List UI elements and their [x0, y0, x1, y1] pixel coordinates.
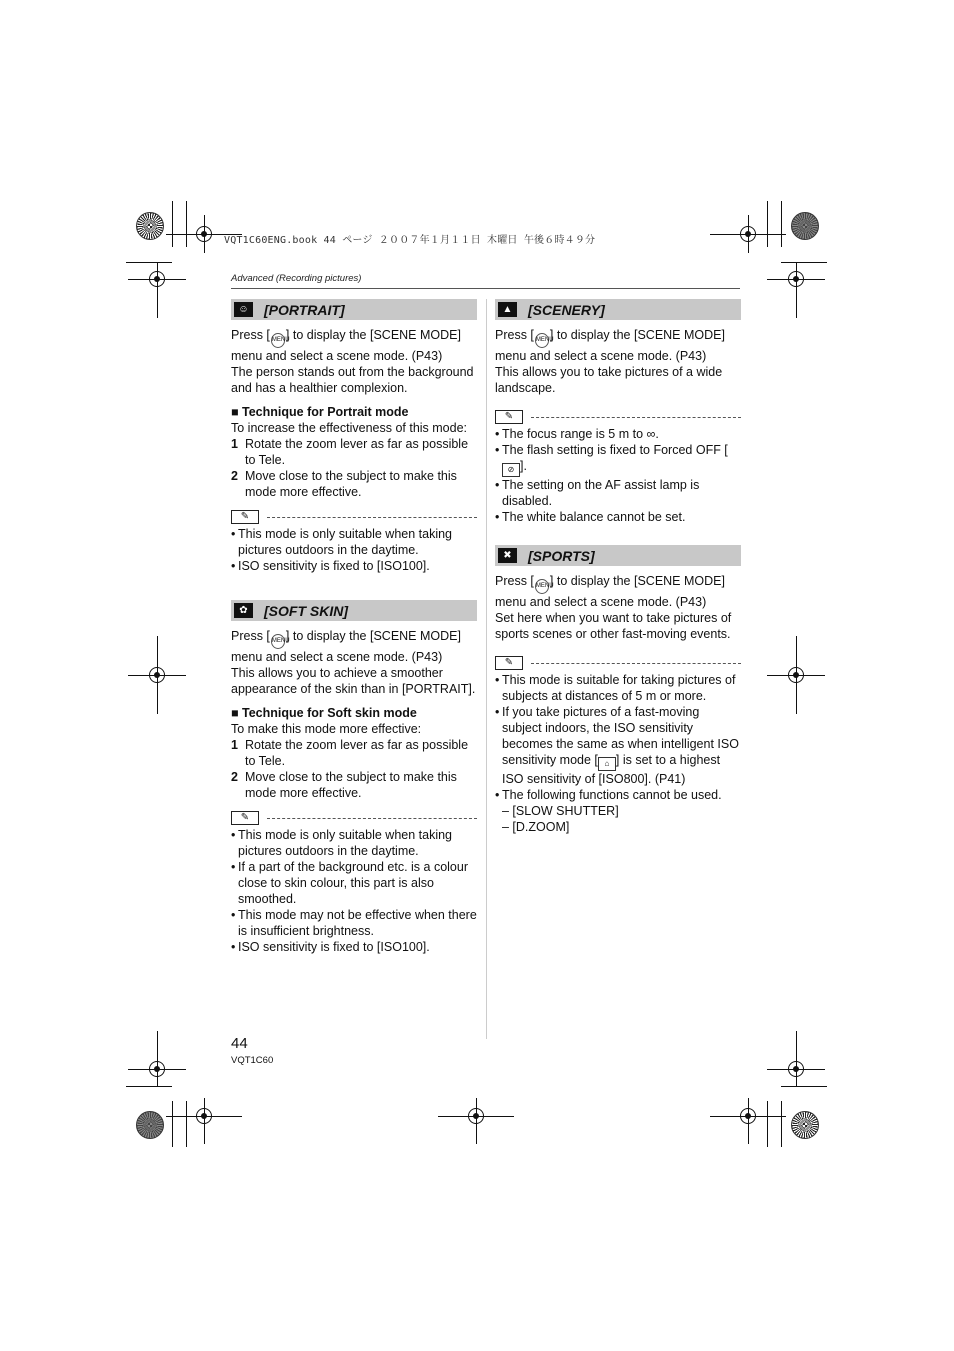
list-item: 1 Rotate the zoom lever as far as possible to Tele. [231, 738, 469, 768]
soft-skin-icon: ✿ [234, 603, 253, 618]
list-item: • This mode is only suitable when taking pictures outdoors in the daytime. [231, 526, 477, 558]
list-item: • The flash setting is fixed to Forced OFF [⊘ ]. [495, 442, 741, 477]
scenery-press-instruction: Press [ MENU] to display the [SCENE MODE] menu and select a scene mode. (P43) [495, 328, 725, 363]
portrait-steps [231, 436, 477, 500]
soft-skin-title: [SOFT SKIN] [264, 602, 348, 619]
note-divider [495, 410, 741, 424]
portrait-technique-intro: To increase the effectiveness of this mode: [231, 421, 468, 435]
soft-skin-steps [231, 737, 477, 801]
list-item: 1 Rotate the zoom lever as far as possible to Tele. [231, 437, 469, 467]
starburst-mark-tr [791, 212, 819, 240]
flash-off-icon: ⊘ [502, 463, 520, 477]
portrait-section [231, 299, 477, 574]
mountain-icon: ▲ [498, 302, 517, 317]
scenery-header [495, 299, 741, 320]
header-rule [231, 288, 740, 289]
menu-set-icon: MENU [271, 634, 285, 649]
portrait-notes [231, 526, 477, 574]
menu-set-icon: MENU [535, 333, 549, 348]
portrait-press-instruction: Press [ MENU] to display the [SCENE MODE] menu and select a scene mode. (P43) [231, 328, 461, 363]
list-item: • The setting on the AF assist lamp is disabled. [495, 477, 741, 509]
starburst-mark-tl [136, 212, 164, 240]
model-code: VQT1C60 [231, 1055, 274, 1066]
list-item: • The white balance cannot be set. [495, 509, 741, 525]
soft-skin-notes [231, 827, 477, 955]
soft-skin-technique-title: ■ Technique for Soft skin mode [231, 706, 417, 720]
list-item: – [SLOW SHUTTER] [502, 804, 619, 818]
portrait-header [231, 299, 477, 320]
list-item: • If a part of the background etc. is a colour close to skin colour, this part is also smoothed. [231, 859, 477, 907]
portrait-technique-title: ■ Technique for Portrait mode [231, 405, 409, 419]
list-item: 2 Move close to the subject to make this mode more effective. [231, 770, 457, 800]
portrait-description: The person stands out from the background and has a healthier complexion. [231, 365, 474, 395]
starburst-mark-br [791, 1111, 819, 1139]
note-divider [231, 510, 477, 524]
list-item: • If you take pictures of a fast-moving subject indoors, the ISO sensitivity becomes the same as when intelligent ISO sensitivity mode [ ⌂ ] is set to a highest ISO sensitivity of [ISO800]. (P41) [495, 704, 741, 787]
intelligent-iso-icon: ⌂ [598, 757, 616, 771]
list-item: – [D.ZOOM] [502, 820, 570, 834]
column-divider [486, 299, 487, 1039]
soft-skin-header [231, 600, 477, 621]
scenery-title: [SCENERY] [528, 301, 605, 318]
list-item: • This mode is suitable for taking pictures of subjects at distances of 5 m or more. [495, 672, 741, 704]
list-item: • This mode is only suitable when taking pictures outdoors in the daytime. [231, 827, 477, 859]
list-item: 2 Move close to the subject to make this mode more effective. [231, 469, 457, 499]
sports-section [495, 545, 741, 835]
left-column [231, 299, 477, 955]
menu-set-icon: MENU [535, 579, 549, 594]
page-number: 44 [231, 1035, 248, 1052]
note-icon: ✎ [231, 811, 259, 825]
sports-icon: ✖ [498, 548, 517, 563]
scenery-description: This allows you to take pictures of a wide landscape. [495, 365, 723, 395]
portrait-icon: ☺ [234, 302, 253, 317]
list-item: • This mode may not be effective when there is insufficient brightness. [231, 907, 477, 939]
sports-press-instruction: Press [ MENU] to display the [SCENE MODE] menu and select a scene mode. (P43) [495, 574, 725, 609]
note-divider [231, 811, 477, 825]
soft-skin-technique-intro: To make this mode more effective: [231, 722, 422, 736]
note-icon: ✎ [495, 410, 523, 424]
soft-skin-section [231, 600, 477, 955]
sports-notes [495, 672, 741, 803]
sports-header [495, 545, 741, 566]
list-item: • ISO sensitivity is fixed to [ISO100]. [231, 939, 477, 955]
sports-disabled-functions [495, 803, 741, 835]
note-icon: ✎ [231, 510, 259, 524]
section-label: Advanced (Recording pictures) [231, 273, 362, 284]
portrait-title: [PORTRAIT] [264, 301, 345, 318]
soft-skin-description: This allows you to achieve a smoother appearance of the skin than in [PORTRAIT]. [231, 666, 476, 696]
soft-skin-press-instruction: Press [ MENU] to display the [SCENE MODE] menu and select a scene mode. (P43) [231, 629, 461, 664]
right-column [495, 299, 741, 835]
sports-description: Set here when you want to take pictures of sports scenes or other fast-moving events. [495, 611, 732, 641]
list-item: • The focus range is 5 m to ∞. [495, 426, 741, 442]
note-divider [495, 656, 741, 670]
list-item: • The following functions cannot be used. [495, 787, 741, 803]
menu-set-icon: MENU [271, 333, 285, 348]
note-icon: ✎ [495, 656, 523, 670]
starburst-mark-bl [136, 1111, 164, 1139]
print-info-line: VQT1C60ENG.book 44 ページ ２００７年１月１１日 木曜日 午後６時４９分 [224, 235, 596, 246]
scenery-notes [495, 426, 741, 525]
list-item: • ISO sensitivity is fixed to [ISO100]. [231, 558, 477, 574]
sports-title: [SPORTS] [528, 547, 595, 564]
scenery-section [495, 299, 741, 525]
